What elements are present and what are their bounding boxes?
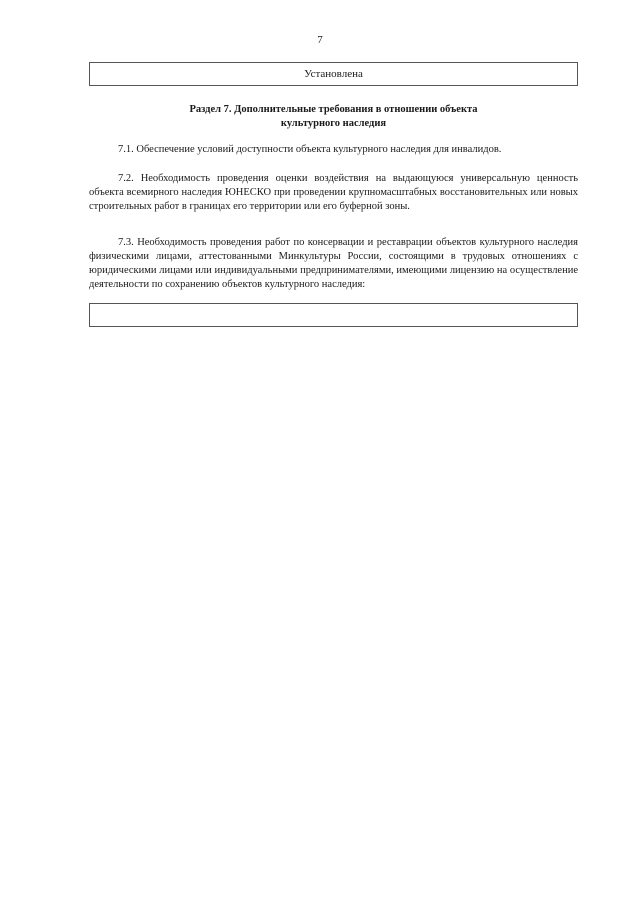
section-title-line-1: Раздел 7. Дополнительные требования в отношении объекта	[189, 104, 478, 115]
paragraph-7-1: 7.1. Обеспечение условий доступности объекта культурного наследия для инвалидов.	[118, 144, 502, 155]
page-number: 7	[317, 34, 323, 46]
section-title-line-2: культурного наследия	[280, 118, 387, 129]
paragraph-7-2: 7.2. Необходимость проведения оценки воздействия на выдающуюся универсальную ценность объекта всемирного наследия ЮНЕСКО при проведении крупномасштабных восстановительных или новых строительных работ в границах его территории или его буферной зоны.	[89, 173, 578, 212]
answer-field-7-3	[89, 303, 578, 327]
status-field-value: Установлена	[304, 68, 363, 80]
status-field	[89, 62, 578, 86]
paragraph-7-3: 7.3. Необходимость проведения работ по консервации и реставрации объектов культурного наследия физическими лицами, аттестованными Минкультуры России, состоящими в трудовых отношениях с юридическими лицами или индивидуальными предпринимателями, имеющими лицензию на осуществление деятельности по сохранению объектов культурного наследия:	[89, 237, 578, 290]
section-title	[89, 103, 578, 131]
